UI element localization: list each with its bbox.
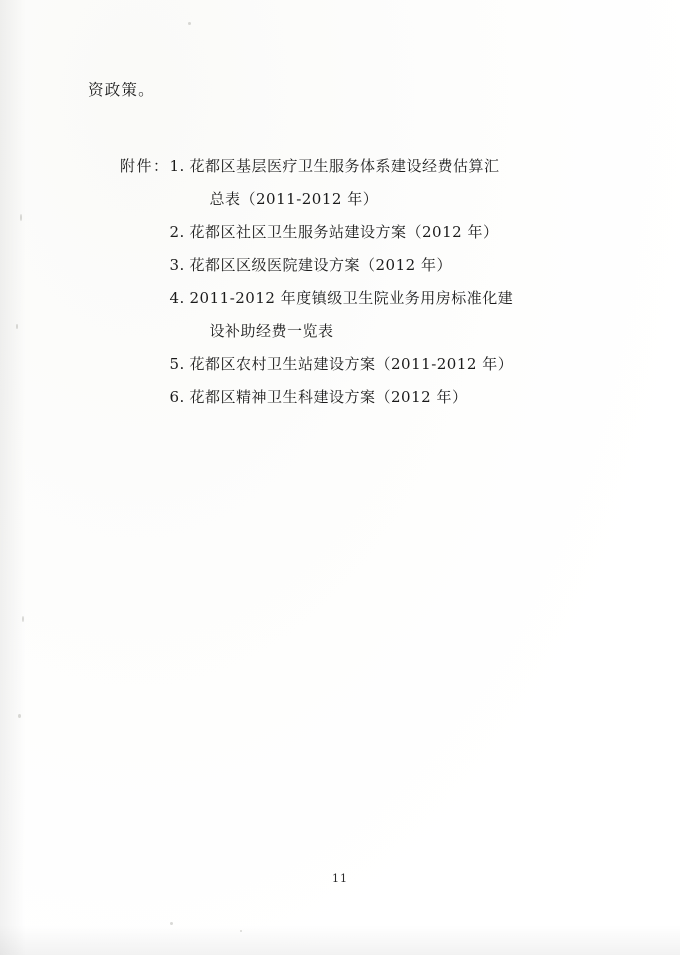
list-item-text [190, 216, 590, 249]
list-item-text [190, 282, 590, 348]
list-item [170, 216, 590, 249]
list-item [170, 150, 590, 216]
page-number: 11 [332, 872, 348, 885]
list-item-text [190, 150, 590, 216]
list-item-text [190, 249, 590, 282]
list-item-line1: 2011-2012 年度镇级卫生院业务用房标准化建 [189, 289, 514, 307]
list-item [170, 348, 590, 381]
list-item-line2: 总表（2011-2012 年） [209, 190, 379, 208]
list-item-line1: 花都区基层医疗卫生服务体系建设经费估算汇 [189, 157, 500, 175]
list-item-line1: 花都区社区卫生服务站建设方案（2012 年） [189, 223, 499, 241]
list-item-text [190, 348, 590, 381]
attachment-block [120, 150, 590, 414]
attachment-label: 附件： [120, 157, 170, 175]
list-item [170, 381, 590, 414]
attachment-row [120, 150, 590, 414]
list-item-line1: 花都区农村卫生站建设方案（2011-2012 年） [189, 355, 514, 373]
list-item-line1: 花都区精神卫生科建设方案（2012 年） [189, 388, 468, 406]
list-item [170, 249, 590, 282]
attachment-list [170, 150, 590, 414]
list-item-number: 3. [169, 256, 185, 274]
list-item-number: 5. [169, 355, 185, 373]
list-item-number: 6. [169, 388, 185, 406]
list-item [170, 282, 590, 348]
list-item-line1: 花都区区级医院建设方案（2012 年） [189, 256, 452, 274]
list-item-text [190, 381, 590, 414]
list-item-number: 4. [169, 289, 185, 307]
list-item-number: 2. [169, 223, 185, 241]
list-item-number: 1. [169, 157, 185, 175]
list-item-line2: 设补助经费一览表 [209, 322, 334, 340]
lead-paragraph: 资政策。 [88, 81, 155, 99]
